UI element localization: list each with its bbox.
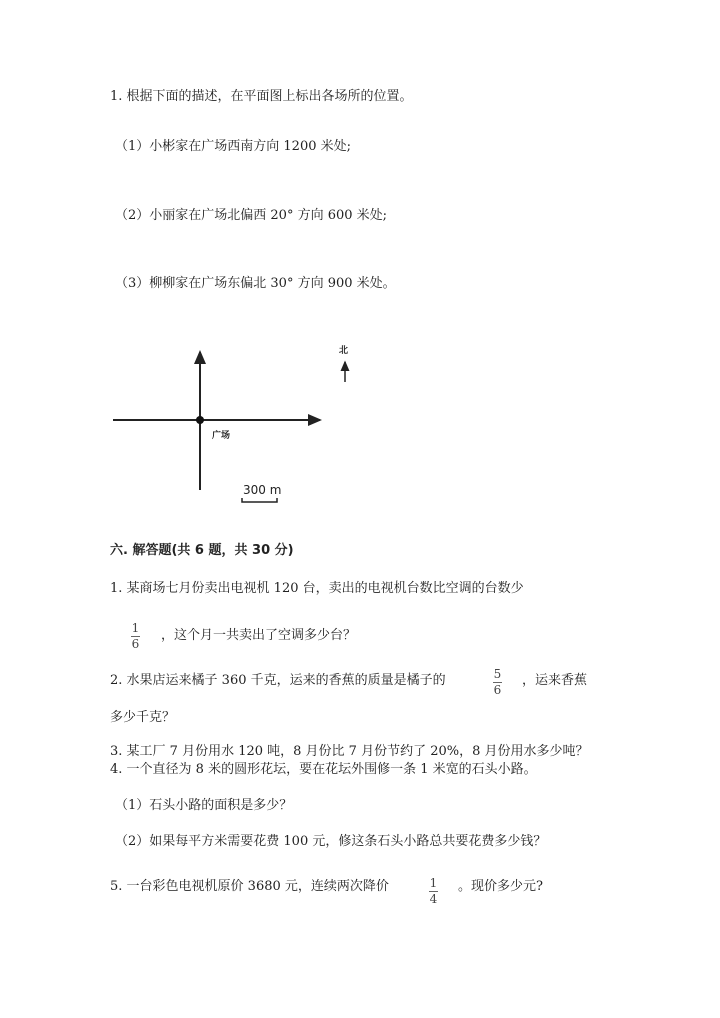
scale-label: 300 m: [243, 483, 282, 497]
fraction-numerator: 1: [131, 621, 140, 635]
q2-line2: 多少千克？: [110, 710, 176, 725]
fraction-numerator: 1: [429, 876, 438, 890]
q1-line2: ，这个月一共卖出了空调多少台？: [161, 628, 357, 643]
fraction-numerator: 5: [493, 667, 502, 681]
q1-line1: 1. 某商场七月份卖出电视机 120 台，卖出的电视机台数比空调的台数少: [110, 581, 524, 596]
question-1-item-2: （2）小丽家在广场北偏西 20° 方向 600 米处;: [115, 208, 388, 223]
q5-fraction: [429, 877, 438, 906]
plaza-label: 广场: [212, 431, 231, 441]
q5-line: 5. 一台彩色电视机原价 3680 元，连续两次降价: [110, 879, 389, 894]
q2-line1-end: ，运来香蕉: [522, 673, 588, 688]
fraction-denominator: 6: [493, 683, 502, 697]
question-1-item-1: （1）小彬家在广场西南方向 1200 米处;: [115, 139, 351, 154]
plaza-point: [196, 416, 204, 424]
fraction-denominator: 6: [131, 637, 140, 651]
q5-line-end: 。现价多少元?: [458, 879, 543, 894]
q2-fraction: [493, 668, 502, 697]
q4-line: 4. 一个直径为 8 米的圆形花坛，要在花坛外围修一条 1 米宽的石头小路。: [110, 762, 537, 777]
q3: 3. 某工厂 7 月份用水 120 吨，8 月份比 7 月份节约了 20%，8 月份用水多少吨？: [110, 744, 589, 759]
q4-sub2: （2）如果每平方米需要花费 100 元，修这条石头小路总共要花费多少钱？: [115, 834, 547, 849]
north-label: 北: [339, 346, 349, 356]
q4-sub1: （1）石头小路的面积是多少？: [115, 798, 293, 813]
question-1-item-3: （3）柳柳家在广场东偏北 30° 方向 900 米处。: [115, 276, 396, 291]
q1-fraction: [131, 622, 140, 651]
fraction-denominator: 4: [429, 892, 438, 906]
q2-line1: 2. 水果店运来橘子 360 千克，运来的香蕉的质量是橘子的: [110, 673, 446, 688]
section-heading: 六. 解答题(共 6 题，共 30 分): [110, 543, 294, 558]
scale-bar: [242, 498, 277, 502]
question-1-prompt: 1. 根据下面的描述，在平面图上标出各场所的位置。: [110, 89, 413, 104]
